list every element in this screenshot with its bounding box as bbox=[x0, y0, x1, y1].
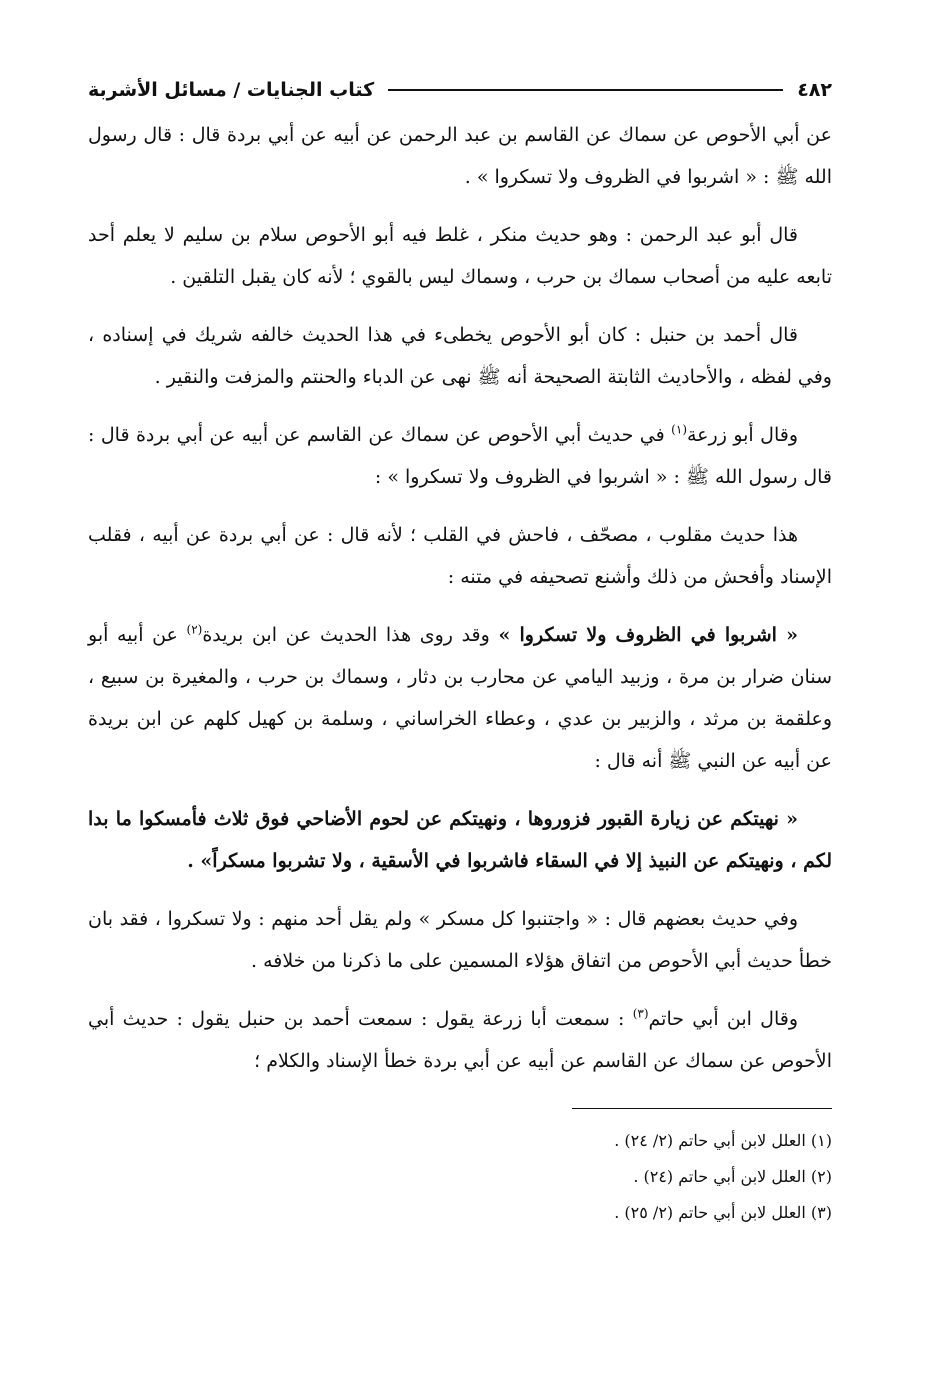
paragraph-8-text: وفي حديث بعضهم قال : « واجتنبوا كل مسكر » ولم يقل أحد منهم : ولا تسكروا ، فقد بان خطأ حديث أبي الأحوص من اتفاق هؤلاء المسمين على ما ذكرنا من خلافه . bbox=[88, 908, 832, 972]
paragraph-6 bbox=[88, 614, 832, 782]
paragraph-1-text: عن أبي الأحوص عن سماك عن القاسم بن عبد الرحمن عن أبيه عن أبي بردة قال : قال رسول الله ﷺ : « اشربوا في الظروف ولا تسكروا » . bbox=[88, 124, 832, 188]
page-header bbox=[88, 72, 832, 108]
footnote-2: (٢) العلل لابن أبي حاتم (٢٤) . bbox=[633, 1167, 832, 1186]
footnotes bbox=[88, 1123, 832, 1231]
paragraph-9 bbox=[88, 998, 832, 1082]
paragraph-4-lead: وقال أبو زرعة bbox=[687, 424, 799, 446]
page-body bbox=[88, 114, 832, 1082]
footnote-3: (٣) العلل لابن أبي حاتم (٢/ ٢٥) . bbox=[614, 1203, 832, 1222]
paragraph-1 bbox=[88, 114, 832, 198]
page-number: ٤٨٢ bbox=[797, 79, 832, 101]
paragraph-9-text: : سمعت أبا زرعة يقول : سمعت أحمد بن حنبل يقول : حديث أبي الأحوص عن سماك عن القاسم عن أبيه عن أبي بردة خطأ الإسناد والكلام ؛ bbox=[88, 1008, 832, 1072]
footnote-1: (١) العلل لابن أبي حاتم (٢/ ٢٤) . bbox=[614, 1131, 832, 1150]
footnote-divider bbox=[572, 1108, 832, 1109]
footnote-ref-1: (١) bbox=[671, 422, 687, 437]
paragraph-6-text: عن أبيه أبو سنان ضرار بن مرة ، وزبيد اليامي عن محارب بن دثار ، وسماك بن حرب ، والمغيرة بن سبيع ، وعلقمة بن مرثد ، والزبير بن عدي ، وعطاء الخراساني ، وسلمة بن كهيل كلهم عن ابن بريدة عن أبيه عن النبي ﷺ أنه قال : bbox=[88, 624, 832, 772]
paragraph-2-text: قال أبو عبد الرحمن : وهو حديث منكر ، غلط فيه أبو الأحوص سلام بن سليم لا يعلم أحد تابعه عليه من أصحاب سماك بن حرب ، وسماك ليس بالقوي ؛ لأنه كان يقبل التلقين . bbox=[88, 224, 832, 288]
footnote-ref-2: (٢) bbox=[186, 622, 203, 637]
book-page bbox=[88, 72, 832, 1302]
paragraph-2 bbox=[88, 214, 832, 298]
paragraph-7 bbox=[88, 798, 832, 882]
paragraph-9-lead: وقال ابن أبي حاتم bbox=[648, 1008, 798, 1030]
paragraph-3 bbox=[88, 314, 832, 398]
paragraph-3-text: قال أحمد بن حنبل : كان أبو الأحوص يخطىء في هذا الحديث خالفه شريك في إسناده ، وفي لفظه ، والأحاديث الثابتة الصحيحة أنه ﷺ نهى عن الدباء والحنتم والمزفت والنقير . bbox=[88, 324, 832, 388]
paragraph-5 bbox=[88, 514, 832, 598]
header-rule bbox=[388, 89, 783, 91]
paragraph-4-text: في حديث أبي الأحوص عن سماك عن القاسم عن أبيه عن أبي بردة قال : قال رسول الله ﷺ : « اشربوا في الظروف ولا تسكروا » : bbox=[88, 424, 832, 488]
paragraph-6-lead: وقد روى هذا الحديث عن ابن بريدة bbox=[202, 624, 499, 646]
footnote-ref-3: (٣) bbox=[632, 1006, 649, 1021]
running-title: كتاب الجنايات / مسائل الأشربة bbox=[88, 79, 375, 101]
paragraph-8 bbox=[88, 898, 832, 982]
paragraph-5-text: هذا حديث مقلوب ، مصحّف ، فاحش في القلب ؛ لأنه قال : عن أبي بردة عن أبيه ، فقلب الإسناد وأفحش من ذلك وأشنع تصحيفه في متنه : bbox=[88, 524, 832, 588]
hadith-quote: « اشربوا في الظروف ولا تسكروا » bbox=[498, 624, 798, 646]
paragraph-7-text: « نهيتكم عن زيارة القبور فزوروها ، ونهيتكم عن لحوم الأضاحي فوق ثلاث فأمسكوا ما بدا لكم ، ونهيتكم عن النبيذ إلا في السقاء فاشربوا في الأسقية ، ولا تشربوا مسكراً» . bbox=[88, 808, 832, 872]
paragraph-4 bbox=[88, 414, 832, 498]
